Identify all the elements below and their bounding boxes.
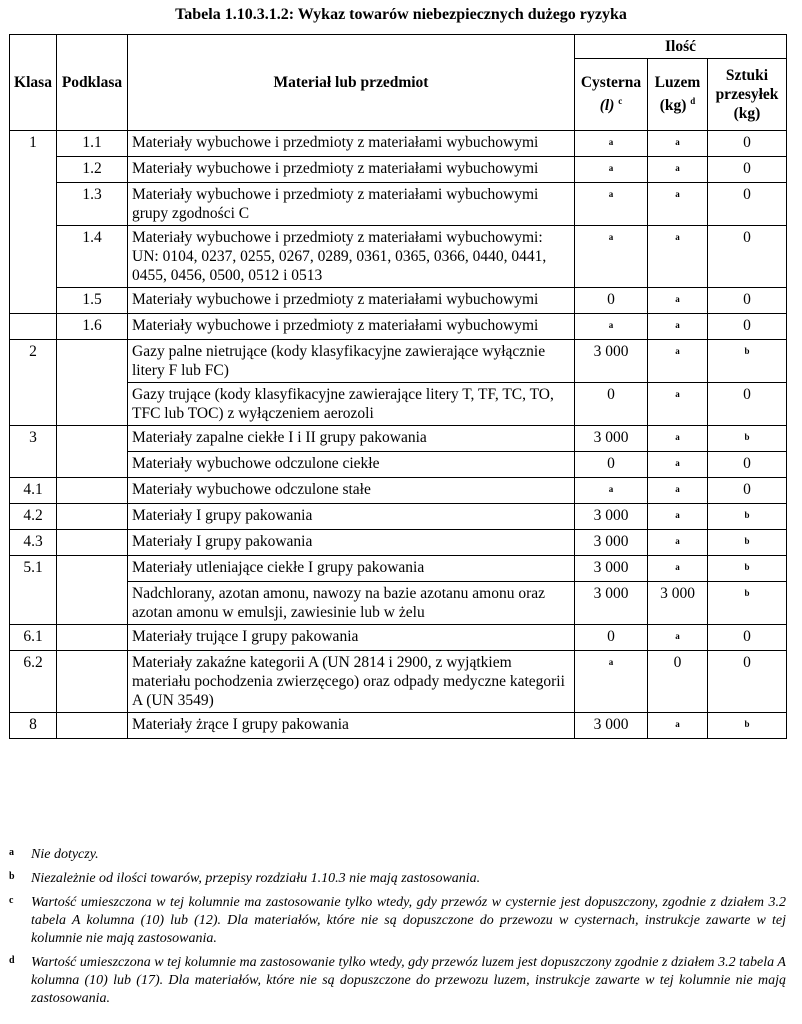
cell-material: Materiały wybuchowe i przedmioty z materiałami wybuchowymi (128, 131, 575, 157)
cell-sztuki: b (744, 346, 750, 356)
cell-klasa: 1 (10, 131, 57, 314)
cell-sztuki: 0 (708, 157, 787, 183)
header-luzem: Luzem (kg) $^d$ (648, 59, 708, 131)
cell-material: Materiały wybuchowe i przedmioty z materiałami wybuchowymi (128, 157, 575, 183)
cell-luzem: a (675, 346, 680, 356)
cell-klasa: 4.1 (10, 478, 57, 504)
cell-sztuki: 0 (708, 625, 787, 651)
cell-podklasa: 1.2 (57, 157, 128, 183)
cell-luzem: a (675, 189, 680, 199)
cell-podklasa (57, 556, 128, 625)
cell-cysterna: a (608, 232, 614, 242)
footnote-text: Wartość umieszczona w tej kolumnie ma zastosowanie tylko wtedy, gdy przewóz luzem jest dopuszczony zgodnie z działem 3.2 tabela A kolumna (10) lub (17). Dla materiałów, które nie są dopuszczone do przewozu luzem, instrukcje zawarte w tej kolumnie nie mają zastosowania. (31, 955, 786, 1006)
footnotes (9, 846, 786, 1014)
cell-klasa: 8 (10, 713, 57, 739)
cell-sztuki: b (744, 588, 750, 598)
cell-cysterna: 0 (575, 288, 648, 314)
cell-material: Materiały wybuchowe i przedmioty z materiałami wybuchowymi (128, 288, 575, 314)
cell-luzem: 0 (648, 651, 708, 713)
cell-sztuki: b (744, 562, 750, 572)
cell-sztuki: b (744, 432, 750, 442)
cell-podklasa (57, 478, 128, 504)
cell-cysterna: 0 (575, 625, 648, 651)
cell-sztuki: 0 (708, 478, 787, 504)
cell-luzem: a (675, 631, 680, 641)
table-row (10, 713, 787, 739)
cell-sztuki: 0 (708, 383, 787, 426)
cell-sztuki: b (744, 536, 750, 546)
cell-luzem: a (675, 536, 680, 546)
cell-material: Materiały trujące I grupy pakowania (128, 625, 575, 651)
table-row (10, 426, 787, 452)
cell-podklasa (57, 651, 128, 713)
cell-sztuki: b (744, 510, 750, 520)
cell-sztuki: 0 (708, 651, 787, 713)
cell-podklasa (57, 340, 128, 426)
cell-sztuki: 0 (708, 288, 787, 314)
cell-podklasa (57, 713, 128, 739)
table-row (10, 183, 787, 226)
table-row (10, 556, 787, 582)
cell-material: Materiały wybuchowe i przedmioty z materiałami wybuchowymi (128, 314, 575, 340)
cell-klasa: 3 (10, 426, 57, 478)
footnote-text: Wartość umieszczona w tej kolumnie ma zastosowanie tylko wtedy, gdy przewóz w cysternie jest dopuszczony, zgodnie z działem 3.2 tabela A kolumna (10) lub (12). Dla materiałów, które nie są dopuszczone do przewozu w cysternach, instrukcje zawarte w tej kolumnie nie mają zastosowania. (31, 895, 786, 946)
header-klasa: Klasa (10, 35, 57, 131)
cell-sztuki: 0 (708, 452, 787, 478)
footnote (9, 846, 786, 864)
cell-podklasa: 1.5 (57, 288, 128, 314)
table-row (10, 340, 787, 383)
table-row (10, 625, 787, 651)
cell-cysterna: a (608, 484, 614, 494)
cell-luzem: a (675, 137, 680, 147)
cell-luzem: a (675, 458, 680, 468)
cell-cysterna: 3 000 (575, 582, 648, 625)
cell-material: Materiały zakaźne kategorii A (UN 2814 i 2900, z wyjątkiem materiału pochodzenia zwierzęcego) oraz odpady medyczne kategorii A (UN 3549) (128, 651, 575, 713)
cell-sztuki: 0 (708, 226, 787, 288)
table-row (10, 131, 787, 157)
cell-material: Nadchlorany, azotan amonu, nawozy na bazie azotanu amonu oraz azotan amonu w emulsji, zawiesinie lub w żelu (128, 582, 575, 625)
footnote-mark: a (9, 847, 14, 858)
cell-luzem: a (675, 320, 680, 330)
cell-podklasa: 1.3 (57, 183, 128, 226)
cell-klasa: 4.3 (10, 530, 57, 556)
footnote-mark: c (9, 895, 14, 906)
cell-luzem: a (675, 432, 680, 442)
cell-material: Materiały I grupy pakowania (128, 530, 575, 556)
cell-cysterna: 3 000 (575, 713, 648, 739)
cell-cysterna: a (608, 137, 614, 147)
cell-sztuki: b (744, 719, 750, 729)
cell-podklasa: 1.6 (57, 314, 128, 340)
footnote-mark: b (9, 871, 15, 882)
cell-cysterna: a (608, 657, 614, 667)
cell-luzem: 3 000 (648, 582, 708, 625)
cell-cysterna: 3 000 (575, 340, 648, 383)
cell-klasa: 6.1 (10, 625, 57, 651)
cell-podklasa (57, 426, 128, 478)
cell-material: Materiały wybuchowe i przedmioty z materiałami wybuchowymi: UN: 0104, 0237, 0255, 0267, 0289, 0361, 0365, 0366, 0440, 0441, 0455, 0456, 0500, 0512 i 0513 (128, 226, 575, 288)
cell-sztuki: 0 (708, 131, 787, 157)
footnote-text: Niezależnie od ilości towarów, przepisy rozdziału 1.10.3 nie mają zastosowania. (31, 871, 481, 886)
cell-luzem: a (675, 484, 680, 494)
header-material: Materiał lub przedmiot (128, 35, 575, 131)
cell-luzem: a (675, 232, 680, 242)
cell-cysterna: a (608, 189, 614, 199)
cell-klasa: 4.2 (10, 504, 57, 530)
cell-luzem: a (675, 389, 680, 399)
cell-podklasa (57, 625, 128, 651)
cell-klasa: 5.1 (10, 556, 57, 625)
cell-cysterna: 3 000 (575, 530, 648, 556)
header-sztuki: Sztuki przesyłek (kg) (708, 59, 787, 131)
cell-material: Materiały I grupy pakowania (128, 504, 575, 530)
table-title: Tabela 1.10.3.1.2: Wykaz towarów niebezpiecznych dużego ryzyka (175, 6, 627, 23)
cell-cysterna: 3 000 (575, 504, 648, 530)
cell-material: Gazy trujące (kody klasyfikacyjne zawierające litery T, TF, TC, TO, TFC lub TOC) z wyłączeniem aerozoli (128, 383, 575, 426)
cell-material: Materiały wybuchowe i przedmioty z materiałami wybuchowymi grupy zgodności C (128, 183, 575, 226)
cell-cysterna: 0 (575, 452, 648, 478)
cell-cysterna: 0 (575, 383, 648, 426)
footnote-mark: d (9, 955, 15, 966)
cell-luzem: a (675, 562, 680, 572)
cell-podklasa (57, 504, 128, 530)
table-row (10, 288, 787, 314)
cell-luzem: a (675, 163, 680, 173)
cell-podklasa (57, 530, 128, 556)
table-row (10, 314, 787, 340)
cell-cysterna: 3 000 (575, 556, 648, 582)
cell-material: Materiały wybuchowe odczulone stałe (128, 478, 575, 504)
cell-cysterna: a (608, 163, 614, 173)
cell-luzem: a (675, 510, 680, 520)
table-row (10, 157, 787, 183)
header-cysterna: Cysterna (l) $^c$ (575, 59, 648, 131)
cell-klasa: 2 (10, 340, 57, 426)
table-row (10, 504, 787, 530)
table-row (10, 530, 787, 556)
cell-luzem: a (675, 294, 680, 304)
cell-sztuki: 0 (708, 183, 787, 226)
footnote (9, 894, 786, 948)
footnote (9, 870, 786, 888)
cell-material: Materiały wybuchowe odczulone ciekłe (128, 452, 575, 478)
footnote-text: Nie dotyczy. (31, 847, 99, 862)
cell-sztuki: 0 (708, 314, 787, 340)
footnote (9, 954, 786, 1008)
table-row (10, 478, 787, 504)
cell-material: Materiały zapalne ciekłe I i II grupy pakowania (128, 426, 575, 452)
header-ilosc: Ilość (575, 35, 787, 59)
cell-cysterna: 3 000 (575, 426, 648, 452)
dangerous-goods-table (9, 34, 787, 739)
table-row (10, 226, 787, 288)
cell-material: Materiały żrące I grupy pakowania (128, 713, 575, 739)
cell-klasa (10, 314, 57, 340)
cell-luzem: a (675, 719, 680, 729)
cell-podklasa: 1.4 (57, 226, 128, 288)
table-row (10, 651, 787, 713)
cell-material: Gazy palne nietrujące (kody klasyfikacyjne zawierające wyłącznie litery F lub FC) (128, 340, 575, 383)
header-podklasa: Podklasa (57, 35, 128, 131)
cell-klasa: 6.2 (10, 651, 57, 713)
cell-podklasa: 1.1 (57, 131, 128, 157)
cell-cysterna: a (608, 320, 614, 330)
cell-material: Materiały utleniające ciekłe I grupy pakowania (128, 556, 575, 582)
